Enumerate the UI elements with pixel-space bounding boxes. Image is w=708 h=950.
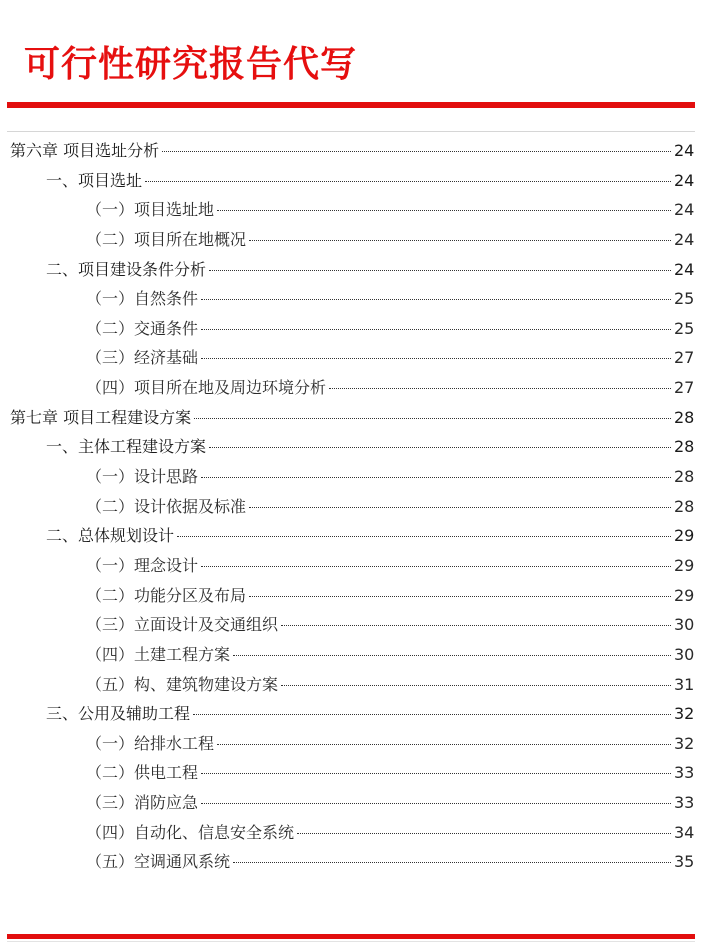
toc-dot-leader: [193, 714, 671, 715]
toc-entry-page-number: 28: [674, 407, 695, 427]
toc-entry-page-number: 25: [674, 289, 695, 309]
toc-dot-leader: [201, 477, 671, 478]
toc-entry[interactable]: [10, 136, 694, 166]
toc-dot-leader: [177, 536, 671, 537]
toc-entry-label: 第六章 项目选址分析: [10, 141, 160, 160]
toc-entry[interactable]: [10, 432, 694, 462]
toc-entry[interactable]: [10, 521, 694, 551]
toc-dot-leader: [194, 418, 671, 419]
toc-entry[interactable]: [10, 729, 694, 759]
toc-entry-label: （一）给排水工程: [86, 733, 215, 753]
toc-dot-leader: [281, 685, 671, 686]
toc-dot-leader: [201, 803, 671, 804]
toc-entry-page-number: 32: [674, 733, 695, 753]
toc-entry-label: （二）功能分区及布局: [86, 585, 247, 605]
toc-entry-page-number: 33: [674, 763, 695, 783]
toc-entry[interactable]: [10, 847, 694, 877]
toc-entry-page-number: 29: [674, 585, 695, 605]
toc-entry-page-number: 28: [674, 437, 695, 457]
toc-entry-label: 第七章 项目工程建设方案: [10, 407, 192, 427]
toc-entry[interactable]: [10, 225, 694, 255]
toc-dot-leader: [233, 655, 671, 656]
toc-entry-label: （二）设计依据及标准: [86, 496, 247, 516]
toc-dot-leader: [297, 833, 671, 834]
toc-entry[interactable]: [10, 314, 694, 344]
toc-entry-page-number: 29: [674, 526, 695, 546]
toc-dot-leader: [201, 566, 671, 567]
toc-entry[interactable]: [10, 373, 694, 403]
footer-divider: [7, 934, 695, 939]
header-divider: [7, 102, 695, 108]
toc-entry[interactable]: [10, 343, 694, 373]
page-title: 可行性研究报告代写: [24, 44, 358, 85]
toc-entry-page-number: 35: [674, 852, 695, 872]
toc-entry-page-number: 24: [674, 170, 695, 190]
toc-entry[interactable]: [10, 581, 694, 611]
toc-dot-leader: [249, 240, 671, 241]
toc-entry-page-number: 27: [674, 348, 695, 368]
header-divider-shadow: [7, 131, 695, 132]
toc-entry[interactable]: [10, 284, 694, 314]
toc-dot-leader: [209, 447, 671, 448]
toc-entry-page-number: 24: [674, 200, 695, 220]
toc-entry-label: 三、公用及辅助工程: [46, 704, 191, 724]
toc-entry-page-number: 32: [674, 704, 695, 724]
toc-entry-label: 二、总体规划设计: [46, 526, 175, 546]
toc-entry-label: 一、主体工程建设方案: [46, 437, 207, 457]
table-of-contents: [10, 136, 694, 877]
toc-entry[interactable]: [10, 551, 694, 581]
toc-entry-label: （一）理念设计: [86, 555, 199, 575]
toc-entry[interactable]: [10, 818, 694, 848]
toc-entry[interactable]: [10, 610, 694, 640]
toc-entry-page-number: 33: [674, 793, 695, 813]
toc-dot-leader: [217, 210, 671, 211]
toc-entry-label: （二）项目所在地概况: [86, 229, 247, 249]
toc-entry-label: （三）立面设计及交通组织: [86, 615, 279, 635]
toc-entry[interactable]: [10, 492, 694, 522]
toc-entry[interactable]: [10, 640, 694, 670]
toc-dot-leader: [281, 625, 671, 626]
toc-dot-leader: [201, 358, 671, 359]
toc-entry-label: （三）经济基础: [86, 348, 199, 368]
toc-dot-leader: [201, 329, 671, 330]
toc-entry-page-number: 30: [674, 615, 695, 635]
toc-entry-page-number: 28: [674, 496, 695, 516]
toc-dot-leader: [201, 773, 671, 774]
toc-entry-label: （三）消防应急: [86, 793, 199, 813]
toc-entry-label: （一）设计思路: [86, 467, 199, 487]
toc-dot-leader: [329, 388, 671, 389]
toc-entry[interactable]: [10, 670, 694, 700]
toc-dot-leader: [162, 151, 671, 152]
toc-entry-label: （一）自然条件: [86, 289, 199, 309]
toc-entry-label: 二、项目建设条件分析: [46, 259, 207, 279]
toc-dot-leader: [145, 181, 671, 182]
toc-entry-page-number: 28: [674, 467, 695, 487]
toc-entry-page-number: 24: [674, 259, 695, 279]
toc-entry-label: （五）构、建筑物建设方案: [86, 674, 279, 694]
toc-entry[interactable]: [10, 255, 694, 285]
toc-dot-leader: [201, 299, 671, 300]
toc-entry-page-number: 27: [674, 378, 695, 398]
toc-entry-page-number: 29: [674, 555, 695, 575]
toc-entry-label: （四）土建工程方案: [86, 644, 231, 664]
toc-entry-label: （一）项目选址地: [86, 200, 215, 220]
toc-entry-page-number: 30: [674, 644, 695, 664]
toc-entry[interactable]: [10, 699, 694, 729]
toc-entry[interactable]: [10, 166, 694, 196]
toc-entry-label: （二）交通条件: [86, 318, 199, 338]
toc-dot-leader: [249, 507, 671, 508]
toc-dot-leader: [217, 744, 671, 745]
footer-divider-shadow: [7, 941, 695, 942]
toc-entry[interactable]: [10, 462, 694, 492]
toc-entry-label: （二）供电工程: [86, 763, 199, 783]
toc-entry-page-number: 24: [674, 141, 695, 160]
toc-dot-leader: [233, 862, 671, 863]
toc-entry[interactable]: [10, 758, 694, 788]
toc-dot-leader: [249, 596, 671, 597]
toc-entry[interactable]: [10, 195, 694, 225]
toc-entry-page-number: 25: [674, 318, 695, 338]
toc-entry-label: （五）空调通风系统: [86, 852, 231, 872]
toc-entry-label: （四）项目所在地及周边环境分析: [86, 378, 327, 398]
toc-entry-page-number: 31: [674, 674, 695, 694]
toc-entry-page-number: 34: [674, 822, 695, 842]
toc-entry[interactable]: [10, 403, 694, 433]
toc-entry[interactable]: [10, 788, 694, 818]
toc-dot-leader: [209, 270, 671, 271]
toc-entry-label: 一、项目选址: [46, 170, 143, 190]
toc-entry-label: （四）自动化、信息安全系统: [86, 822, 295, 842]
toc-entry-page-number: 24: [674, 229, 695, 249]
